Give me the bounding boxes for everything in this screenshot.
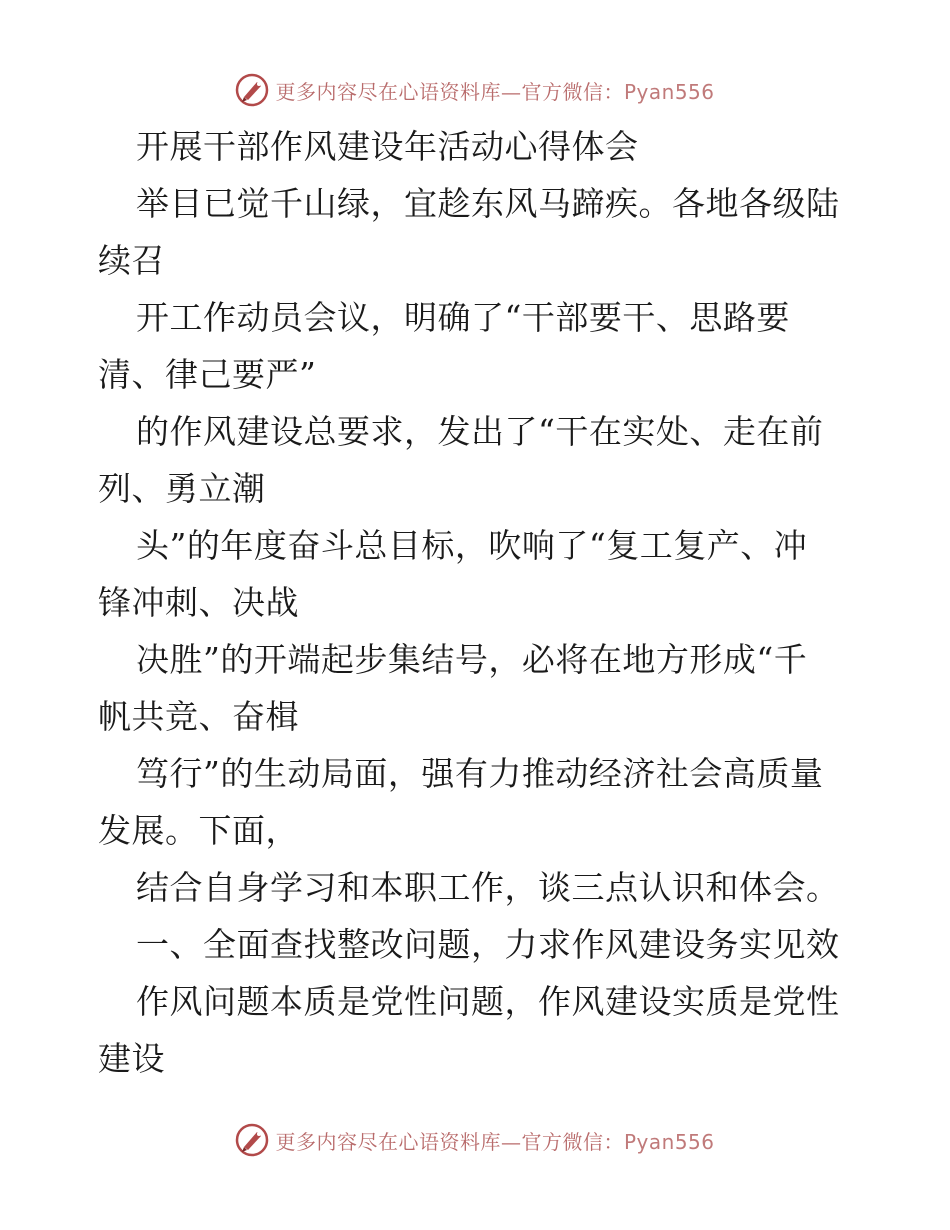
text-line: 列、勇立潮 <box>98 469 266 508</box>
text-line: 决胜”的开端起步集结号，必将在地方形成“千 <box>136 640 808 679</box>
text-line: 锋冲刺、决战 <box>98 583 299 622</box>
text-line: 开工作动员会议，明确了“干部要干、思路要 <box>136 298 790 337</box>
footer-watermark <box>0 1120 950 1160</box>
text-line: 发展。下面， <box>98 811 299 850</box>
watermark-text: 更多内容尽在心语资料库—官方微信：Pyan556 <box>275 1129 715 1154</box>
text-line: 作风问题本质是党性问题，作风建设实质是党性 <box>136 982 840 1021</box>
text-line: 续召 <box>98 241 165 280</box>
watermark-text: 更多内容尽在心语资料库—官方微信：Pyan556 <box>275 79 715 104</box>
watermark-handle: Pyan556 <box>623 79 715 104</box>
text-line: 结合自身学习和本职工作，谈三点认识和体会。 <box>136 868 840 907</box>
text-line: 头”的年度奋斗总目标，吹响了“复工复产、冲 <box>136 526 808 565</box>
pen-logo-icon <box>235 73 269 107</box>
text-line: 清、律己要严” <box>98 355 317 394</box>
document-body <box>98 118 858 1087</box>
text-line: 建设 <box>98 1039 165 1078</box>
text-line: 一、全面查找整改问题，力求作风建设务实见效 <box>136 925 840 964</box>
text-line: 举目已觉千山绿，宜趁东风马蹄疾。各地各级陆 <box>136 184 840 223</box>
watermark-handle: Pyan556 <box>623 1129 715 1154</box>
text-line: 的作风建设总要求，发出了“干在实处、走在前 <box>136 412 824 451</box>
header-watermark <box>0 70 950 110</box>
text-line: 笃行”的生动局面，强有力推动经济社会高质量 <box>136 754 824 793</box>
pen-logo-icon <box>235 1123 269 1157</box>
text-line: 开展干部作风建设年活动心得体会 <box>136 127 639 166</box>
text-line: 帆共竞、奋楫 <box>98 697 299 736</box>
